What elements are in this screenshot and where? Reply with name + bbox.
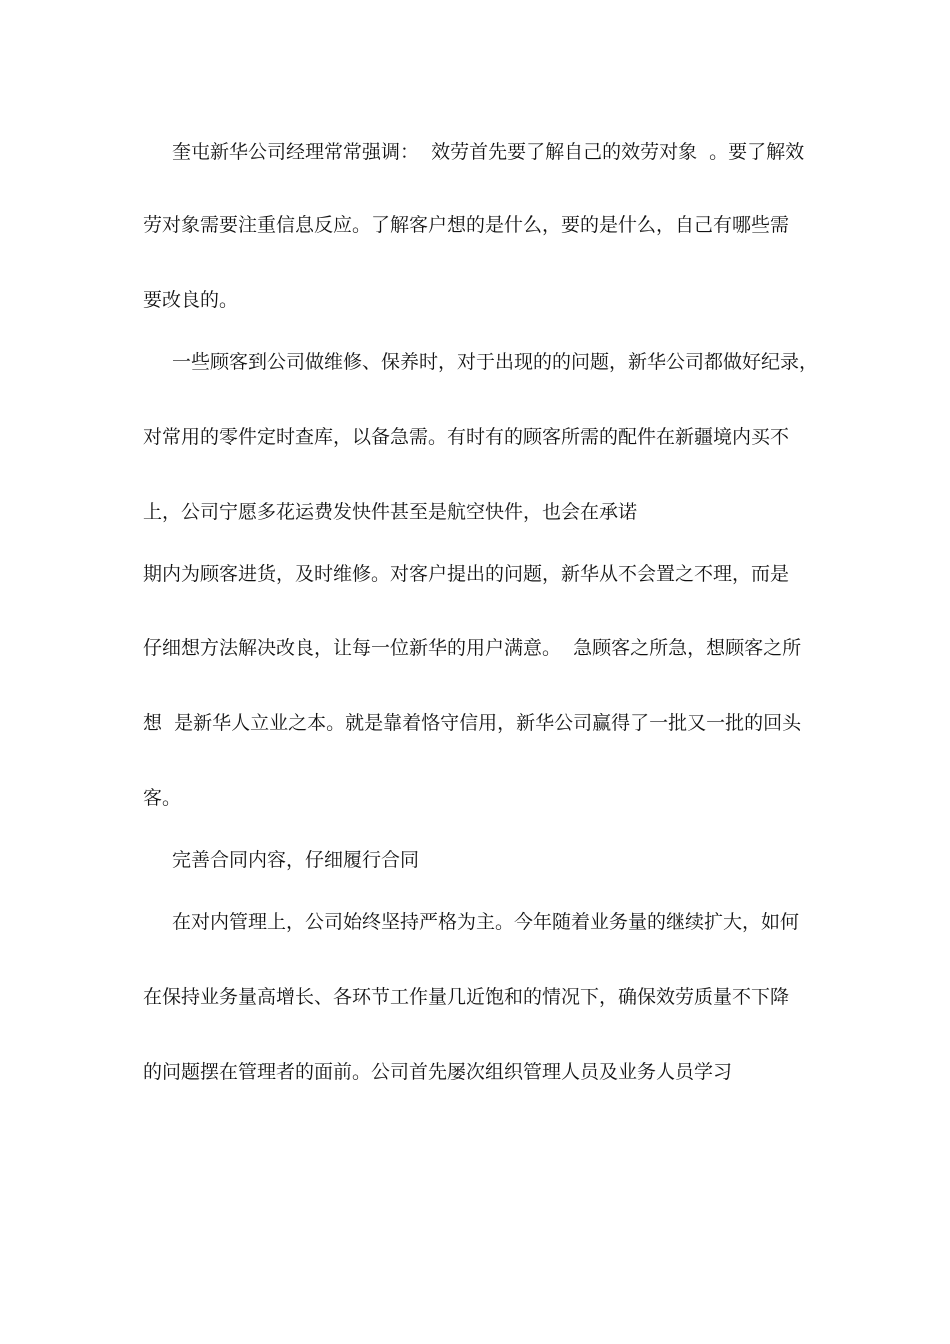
- paragraph-1-line-2: 劳对象需要注重信息反应。了解客户想的是什么，要的是什么，自己有哪些需: [143, 214, 790, 236]
- paragraph-2-line-5: 仔细想方法解决改良，让每一位新华的用户满意。 急顾客之所急，想顾客之所: [143, 637, 802, 659]
- section-heading: 完善合同内容，仔细履行合同: [172, 849, 420, 871]
- paragraph-3-line-2: 在保持业务量高增长、各环节工作量几近饱和的情况下，确保效劳质量不下降: [143, 986, 790, 1008]
- paragraph-2-line-4: 期内为顾客进货，及时维修。对客户提出的问题，新华从不会置之不理，而是: [143, 563, 790, 585]
- paragraph-2-line-6: 想 是新华人立业之本。就是靠着恪守信用，新华公司赢得了一批又一批的回头: [143, 712, 802, 734]
- paragraph-2-line-7: 客。: [143, 787, 182, 809]
- paragraph-2-line-3: 上，公司宁愿多花运费发快件甚至是航空快件，也会在承诺: [143, 501, 638, 523]
- paragraph-2-line-2: 对常用的零件定时查库，以备急需。有时有的顾客所需的配件在新疆境内买不: [143, 426, 790, 448]
- paragraph-3-line-1: 在对内管理上，公司始终坚持严格为主。今年随着业务量的继续扩大，如何: [172, 911, 800, 933]
- paragraph-1-line-3: 要改良的。: [143, 289, 239, 311]
- paragraph-3-line-3: 的问题摆在管理者的面前。公司首先屡次组织管理人员及业务人员学习: [143, 1061, 733, 1083]
- paragraph-1-line-1: 奎屯新华公司经理常常强调： 效劳首先要了解自己的效劳对象 。要了解效: [172, 141, 805, 163]
- paragraph-2-line-1: 一些顾客到公司做维修、保养时，对于出现的的问题，新华公司都做好纪录，: [172, 351, 819, 373]
